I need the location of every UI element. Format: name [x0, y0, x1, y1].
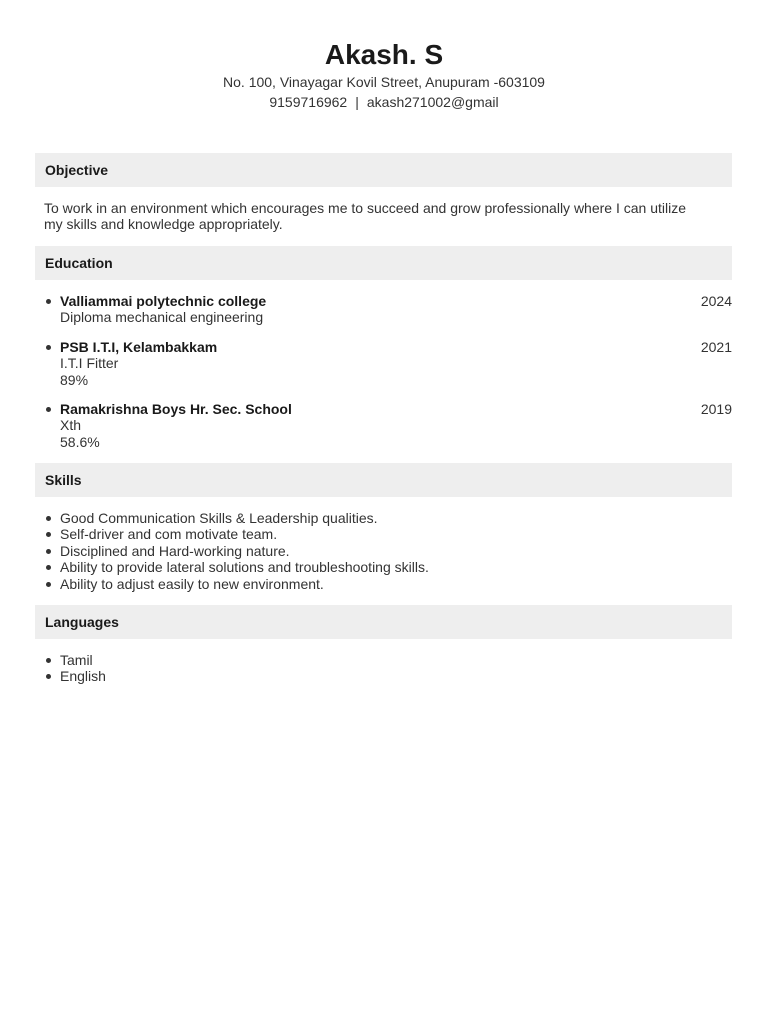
skill-item: Disciplined and Hard-working nature.	[44, 543, 732, 559]
education-school: PSB I.T.I, Kelambakkam	[60, 338, 218, 355]
contact-separator: |	[355, 94, 359, 110]
education-detail: Diploma mechanical engineering	[60, 309, 264, 326]
language-item: English	[44, 668, 732, 684]
education-score: 58.6%	[60, 433, 100, 450]
objective-heading: Objective	[35, 153, 732, 187]
objective-text: To work in an environment which encourages me to succeed and grow professionally where I can utilize my skills and knowledge appropriately.	[44, 200, 687, 232]
skill-item: Ability to adjust easily to new environment.	[44, 576, 732, 592]
education-detail: Xth	[60, 417, 82, 434]
education-year: 2024	[700, 293, 732, 309]
education-year: 2019	[700, 401, 732, 418]
education-list	[44, 293, 732, 463]
address: No. 100, Vinayagar Kovil Street, Anupuram -603109	[223, 74, 545, 90]
education-item	[44, 401, 732, 450]
candidate-name: Akash. S	[324, 39, 444, 70]
skills-list	[44, 510, 732, 592]
resume-header	[0, 0, 768, 112]
skill-item: Ability to provide lateral solutions and troubleshooting skills.	[44, 559, 732, 575]
languages-list	[44, 652, 732, 685]
contact-line	[0, 92, 768, 112]
languages-heading: Languages	[35, 605, 732, 639]
education-school: Valliammai polytechnic college	[60, 293, 267, 309]
education-year: 2021	[700, 338, 732, 355]
language-item: Tamil	[44, 652, 732, 668]
skill-item: Self-driver and com motivate team.	[44, 526, 732, 542]
education-item	[44, 339, 732, 388]
education-item	[44, 293, 732, 326]
skills-heading: Skills	[35, 463, 732, 497]
education-score: 89%	[60, 371, 89, 388]
skill-item: Good Communication Skills & Leadership qualities.	[44, 510, 732, 526]
education-school: Ramakrishna Boys Hr. Sec. School	[60, 401, 292, 418]
email-address: akash271002@gmail	[366, 94, 499, 110]
education-detail: I.T.I Fitter	[60, 355, 119, 372]
education-heading: Education	[35, 246, 732, 280]
phone-number: 9159716962	[269, 94, 348, 110]
